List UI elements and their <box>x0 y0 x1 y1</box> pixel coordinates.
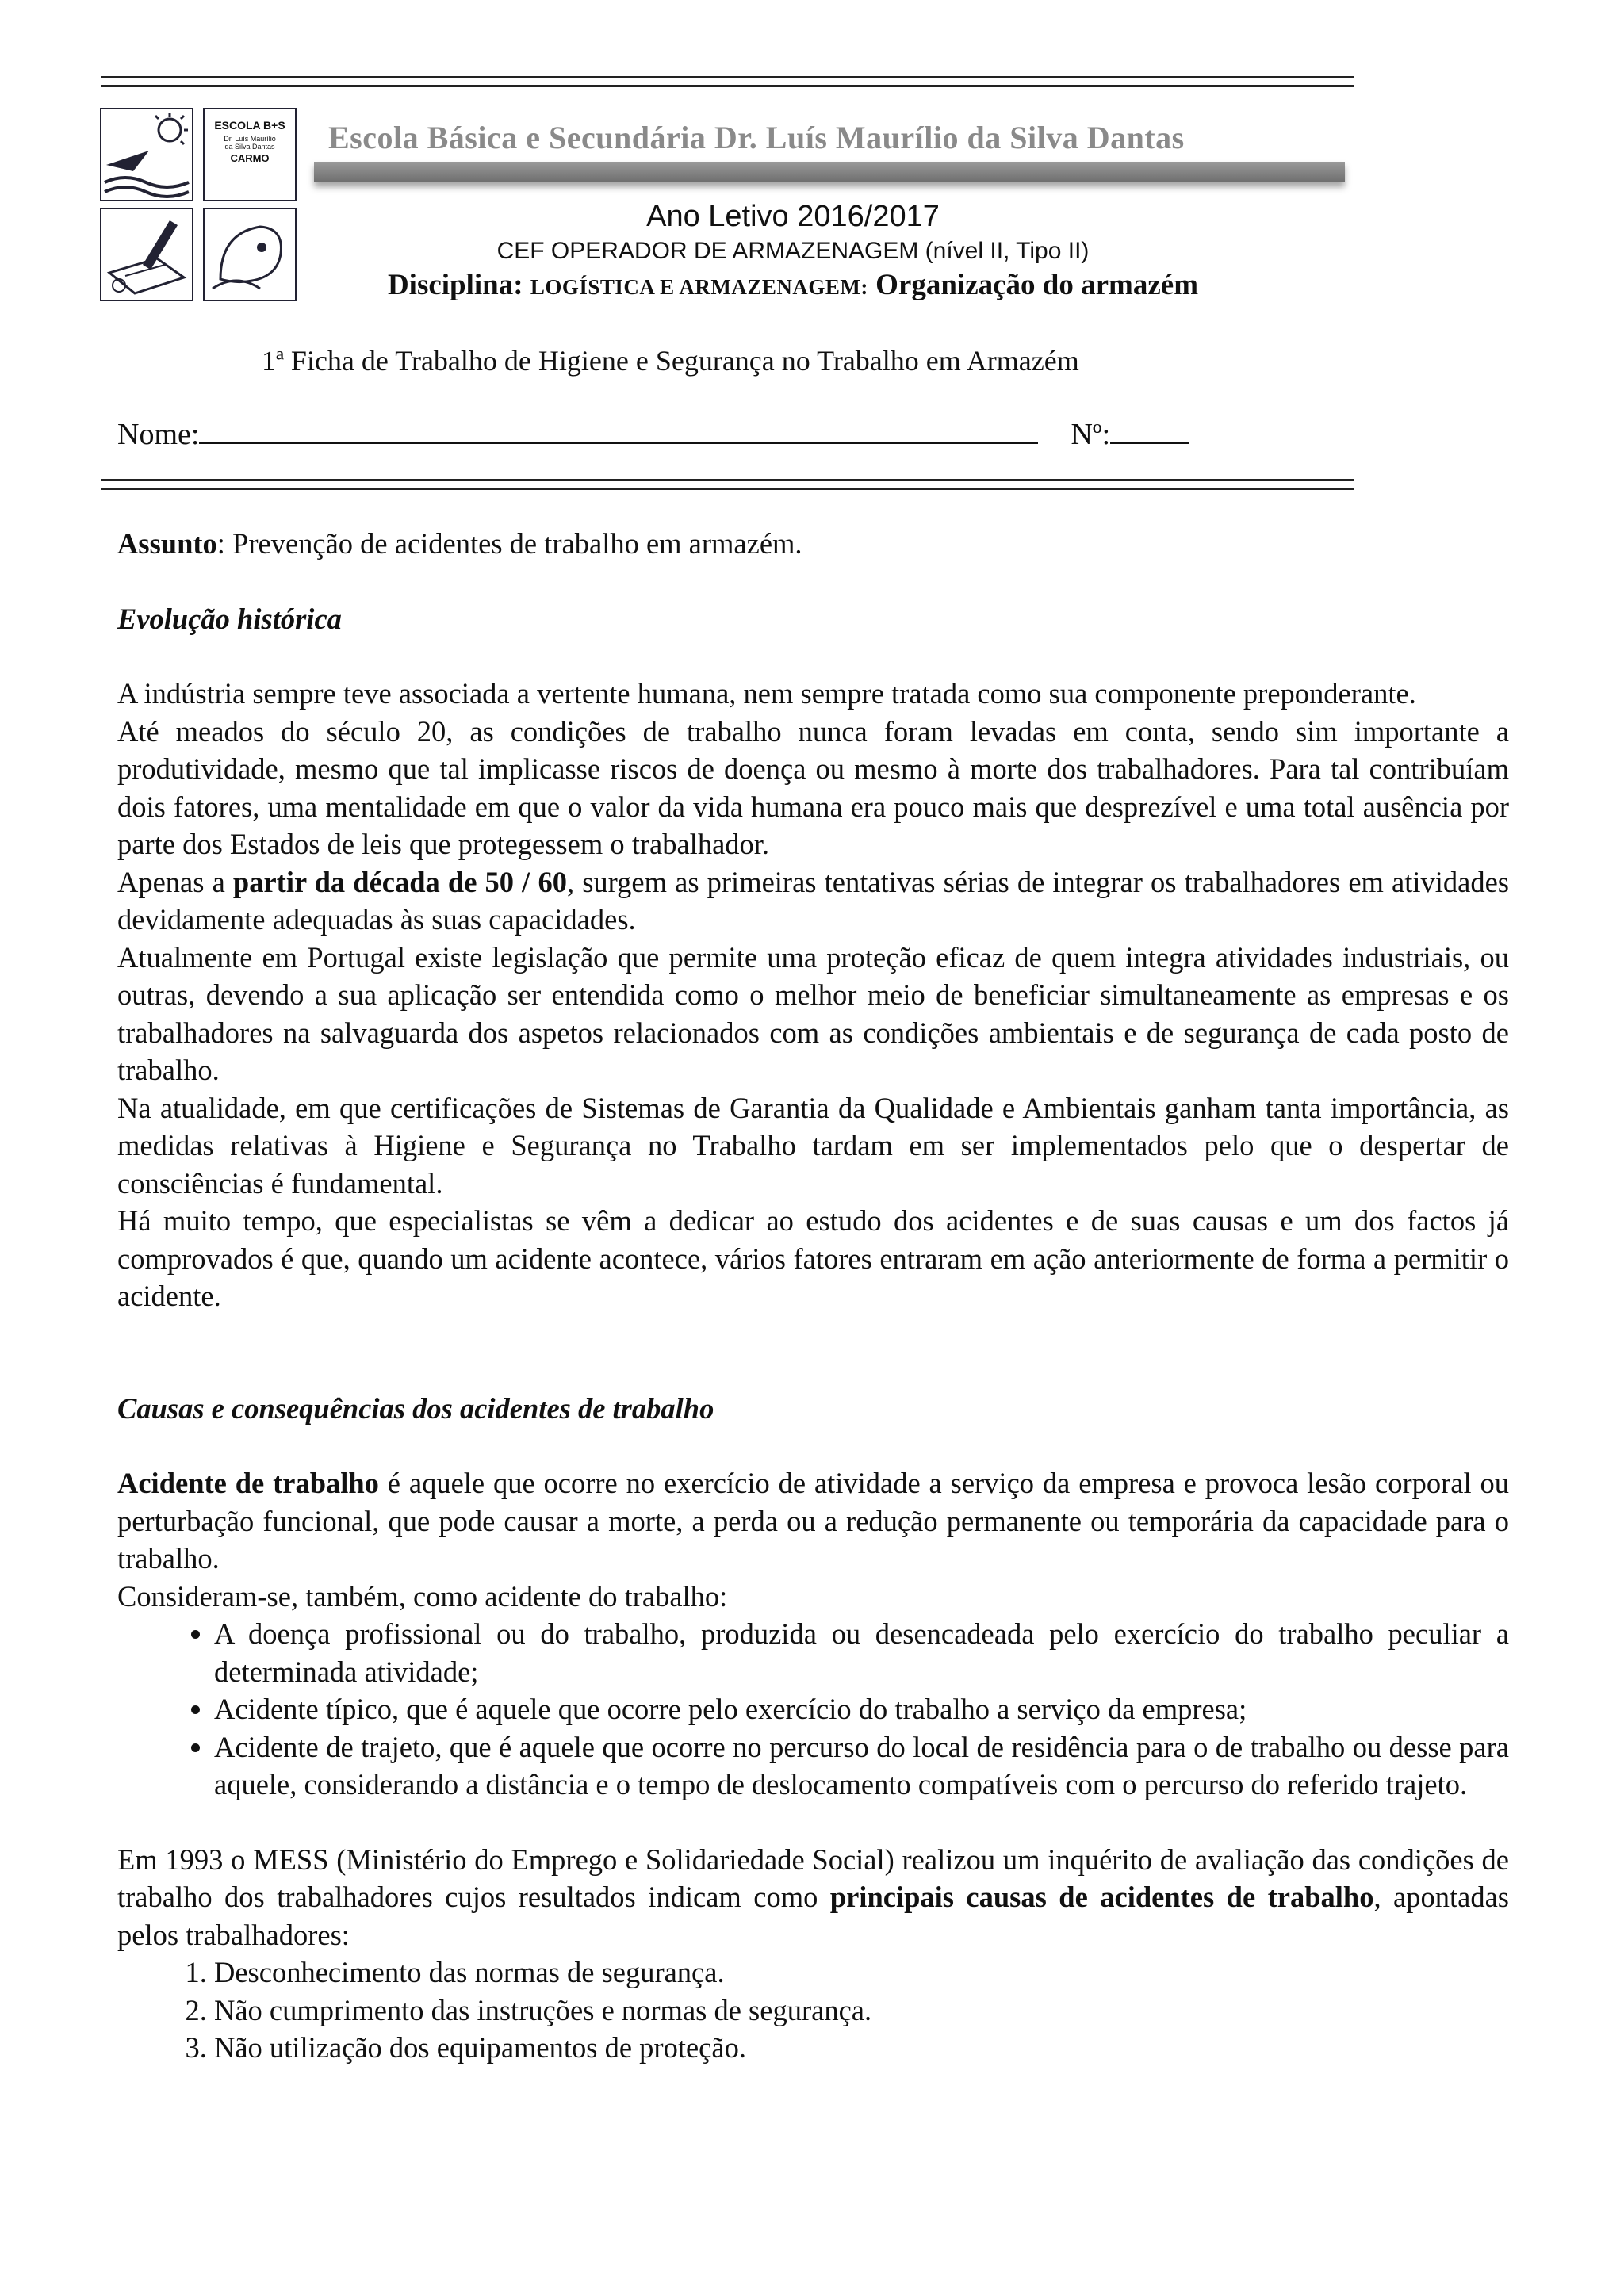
name-field[interactable] <box>199 415 1038 444</box>
also-considered-intro: Consideram-se, também, como acidente do trabalho: <box>117 1579 728 1613</box>
definition-paragraph <box>117 1464 1509 1578</box>
pen-paper-icon <box>102 209 192 300</box>
survey-paragraph <box>117 1841 1509 1954</box>
discipline-topic: Organização do armazém <box>875 269 1199 301</box>
subject-line <box>117 525 1509 563</box>
survey-text-start: Em 1993 o MESS (Ministério do Emprego e Solidariedade Social) realizou um inquérito de avaliação das condições de trabalho dos trabalhadores cujos resultados indicam como <box>117 1843 1509 1913</box>
course-name: CEF OPERADOR DE ARMAZENAGEM (nível II, Tipo II) <box>496 238 1090 264</box>
logo-text-line-4: CARMO <box>230 152 270 164</box>
history-paragraph-1: A indústria sempre teve associada a vertente humana, nem sempre tratada como sua componente preponderante. <box>117 677 1416 710</box>
section-heading-history: Evolução histórica <box>117 602 342 635</box>
logo-text-line-1: ESCOLA B+S <box>214 119 285 132</box>
survey-text-end: , apontadas pelos trabalhadores: <box>117 1881 1509 1951</box>
logo-text-panel <box>203 108 297 201</box>
history-paragraph-3-bold: partir da década de 50 / 60 <box>232 865 567 898</box>
history-paragraph-4: Atualmente em Portugal existe legislação que permite uma proteção eficaz de quem integra atividades industriais, ou outras, devendo a sua aplicação ser entendida como o melhor meio de beneficiar simultaneamente as empresas e os trabalhadores na salvaguarda dos aspetos relacionados com as condições ambientais e de segurança de cada posto de trabalho. <box>117 940 1509 1086</box>
list-item: 3. Não utilização dos equipamentos de proteção. <box>214 2029 1509 2067</box>
subject-label: Assunto <box>117 527 217 560</box>
list-item: • A doença profissional ou do trabalho, produzida ou desencadeada pelo exercício do trabalho peculiar a determinada atividade; <box>214 1615 1509 1690</box>
history-paragraph-5: Na atualidade, em que certificações de Sistemas de Garantia da Qualidade e Ambientais ganham tanta importância, as medidas relativas à Higiene e Segurança no Trabalho tardam em ser implementados pelo que o despertar de consciências é fundamental. <box>117 1091 1509 1200</box>
history-paragraph-6: Há muito tempo, que especialistas se vêm a dedicar ao estudo dos acidentes e de suas causas e um dos factos já comprovados é que, quando um acidente acontece, vários fatores entraram em ação anteriormente de forma a permitir o acidente. <box>117 1204 1509 1312</box>
school-name: Escola Básica e Secundária Dr. Luís Maurílio da Silva Dantas <box>328 120 1185 155</box>
definition-term: Acidente de trabalho <box>117 1467 379 1499</box>
definition-text: é aquele que ocorre no exercício de atividade a serviço da empresa e provoca lesão corporal ou perturbação funcional, que pode causar a morte, a perda ou a redução permanente ou temporária da capacidade para o trabalho. <box>117 1467 1509 1575</box>
history-paragraph-3 <box>117 863 1509 939</box>
header-bottom-rule <box>102 479 1354 490</box>
school-year: Ano Letivo 2016/2017 <box>646 200 940 233</box>
header-grey-bar <box>314 162 1345 182</box>
subject-text: : Prevenção de acidentes de trabalho em armazém. <box>216 527 802 560</box>
number-field[interactable] <box>1110 415 1189 444</box>
history-paragraph-3-end: , surgem as primeiras tentativas sérias de integrar os trabalhadores em atividades devidamente adequadas às suas capacidades. <box>117 865 1510 936</box>
list-item: • Acidente típico, que é aquele que ocorre pelo exercício do trabalho a serviço da empresa; <box>214 1690 1509 1728</box>
logo-text-line-2: Dr. Luís Maurílio <box>224 135 276 143</box>
list-item: • Acidente de trajeto, que é aquele que ocorre no percurso do local de residência para o de trabalho ou desse para aquele, considerando a distância e o tempo de deslocamento compatíveis com o percurso do referido trajeto. <box>214 1728 1509 1804</box>
discipline-label: Disciplina: <box>387 269 523 301</box>
worksheet-body <box>117 525 1509 2067</box>
student-fields <box>117 415 1189 452</box>
accident-types-list <box>117 1615 1509 1804</box>
logo-text-line-3: da Silva Dantas <box>224 143 275 151</box>
sun-boat-icon <box>102 109 192 200</box>
history-paragraph-3-start: Apenas a <box>117 865 233 898</box>
discipline-name: LOGÍSTICA E ARMAZENAGEM: <box>530 275 868 299</box>
list-item: 1. Desconhecimento das normas de segurança. <box>214 1954 1509 1992</box>
number-label: Nº: <box>1071 418 1111 451</box>
header-top-rule <box>102 76 1354 87</box>
section-heading-causes: Causas e consequências dos acidentes de trabalho <box>117 1391 714 1425</box>
history-paragraph-2: Até meados do século 20, as condições de trabalho nunca foram levadas em conta, sendo sim importante a produtividade, mesmo que tal implicasse riscos de doença ou mesmo à morte dos trabalhadores. Para tal contribuíam dois fatores, uma mentalidade em que o valor da vida humana era pouco mais que desprezível e uma total ausência por parte dos Estados de leis que protegessem o trabalhador. <box>117 714 1509 860</box>
logo-pen-panel <box>100 208 193 301</box>
list-item: 2. Não cumprimento das instruções e normas de segurança. <box>214 1992 1509 2030</box>
name-label: Nome: <box>117 418 200 451</box>
accident-causes-list <box>117 1954 1509 2067</box>
discipline-line <box>238 268 1348 302</box>
logo-sun-boat-panel <box>100 108 193 201</box>
survey-text-bold: principais causas de acidentes de trabalho <box>829 1881 1374 1913</box>
worksheet-title: 1ª Ficha de Trabalho de Higiene e Segurança no Trabalho em Armazém <box>262 345 1079 377</box>
